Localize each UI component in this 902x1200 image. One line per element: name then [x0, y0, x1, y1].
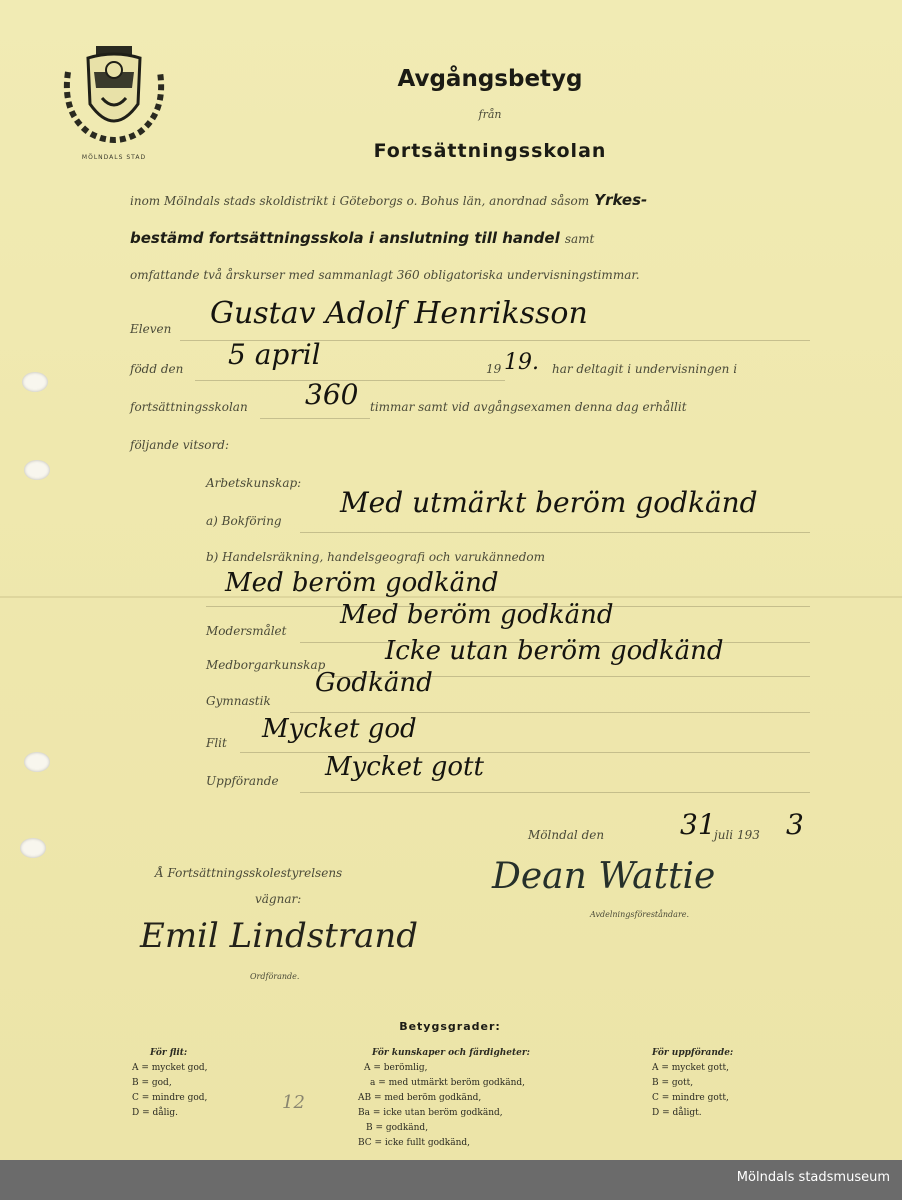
- grade-value: Icke utan beröm godkänd: [385, 636, 724, 666]
- date-day: 31: [680, 808, 716, 841]
- scale-item: D = dåligt.: [652, 1108, 702, 1118]
- hours-value: 360: [305, 378, 359, 411]
- grade-value: Med utmärkt beröm godkänd: [340, 486, 758, 519]
- student-name: Gustav Adolf Henriksson: [210, 296, 588, 331]
- right-signature: Dean Wattie: [492, 856, 716, 897]
- following-text: följande vitsord:: [130, 438, 229, 452]
- student-label: Eleven: [130, 322, 172, 336]
- scale-item: a = med utmärkt beröm godkänd,: [370, 1078, 526, 1088]
- birth-date: 5 april: [228, 338, 321, 371]
- subject-label: Gymnastik: [206, 694, 271, 708]
- birth-year: 19.: [504, 350, 539, 375]
- grade-value: Med beröm godkänd: [340, 600, 614, 630]
- punch-hole: [24, 752, 50, 772]
- grade-value: Mycket gott: [325, 752, 484, 782]
- scale-item: B = godkänd,: [366, 1123, 429, 1133]
- title-from: från: [478, 108, 502, 121]
- left-signature: Emil Lindstrand: [140, 916, 419, 956]
- school-label: fortsättningsskolan: [130, 400, 248, 414]
- intro-emphasis: bestämd fortsättningsskola i anslutning till handel: [130, 229, 560, 247]
- intro-text: samt: [564, 232, 595, 246]
- year-prefix: 19: [486, 362, 502, 376]
- emblem-caption: MÖLNDALS STAD: [81, 154, 147, 161]
- left-signature-role: Ordförande.: [250, 972, 300, 981]
- subject-label: Uppförande: [206, 774, 279, 788]
- scale-column-knowledge: [358, 1046, 530, 1151]
- scale-item: D = dålig.: [132, 1108, 178, 1118]
- intro-emphasis: Yrkes-: [594, 191, 648, 209]
- subject-label: a) Bokföring: [206, 514, 282, 528]
- hours-text: timmar samt vid avgångsexamen denna dag erhållit: [370, 400, 687, 414]
- subject-label: Modersmålet: [206, 624, 287, 638]
- museum-credit-bar: [0, 1160, 902, 1200]
- scale-item: C = mindre god,: [132, 1093, 208, 1103]
- museum-credit: Mölndals stadsmuseum: [736, 1170, 890, 1185]
- punch-hole: [22, 372, 48, 392]
- scale-item: B = god,: [132, 1078, 172, 1088]
- school-name: Fortsättningsskolan: [373, 140, 607, 162]
- date-month-year: juli 193: [714, 828, 760, 842]
- intro-line-2: [130, 228, 820, 247]
- subject-label: Flit: [206, 736, 227, 750]
- scale-item: C = mindre gott,: [652, 1093, 729, 1103]
- intro-line-3: omfattande två årskurser med sammanlagt 360 obligatoriska undervisningstimmar.: [130, 268, 640, 282]
- scale-item: A = mycket god,: [132, 1063, 208, 1073]
- scale-item: BC = icke fullt godkänd,: [358, 1138, 471, 1148]
- date-year-digit: 3: [786, 808, 804, 841]
- grade-value: Med beröm godkänd: [225, 568, 499, 598]
- subject-label: Medborgarkunskap: [206, 658, 326, 672]
- grade-value: Godkänd: [315, 668, 433, 698]
- scale-column-flit: [132, 1046, 207, 1121]
- participated-text: har deltagit i undervisningen i: [552, 362, 738, 376]
- scale-item: A = mycket gott,: [652, 1063, 729, 1073]
- grading-scale-title: Betygsgrader:: [399, 1020, 501, 1033]
- intro-text: inom Mölndals stads skoldistrikt i Göteborgs o. Bohus län, anordnad såsom: [130, 194, 590, 208]
- subject-heading: Arbetskunskap:: [206, 476, 302, 490]
- grade-value: Mycket god: [262, 714, 417, 744]
- board-line-1: Å Fortsättningsskolestyrelsens: [155, 866, 343, 880]
- scale-item: A = berömlig,: [364, 1063, 428, 1073]
- scale-heading: För flit:: [150, 1048, 188, 1058]
- subject-label: b) Handelsräkning, handelsgeografi och varukännedom: [206, 550, 546, 564]
- scale-heading: För kunskaper och färdigheter:: [372, 1048, 530, 1058]
- page-title: Avgångsbetyg: [397, 66, 583, 92]
- intro-line-1: [130, 190, 820, 209]
- punch-hole: [20, 838, 46, 858]
- punch-hole: [24, 460, 50, 480]
- city-emblem: [58, 42, 170, 160]
- coat-of-arms-icon: [58, 42, 170, 152]
- board-line-2: vägnar:: [255, 892, 302, 906]
- scale-item: Ba = icke utan beröm godkänd,: [358, 1108, 503, 1118]
- pencil-note: 12: [282, 1092, 305, 1113]
- scale-item: AB = med beröm godkänd,: [358, 1093, 482, 1103]
- scale-column-conduct: [652, 1046, 733, 1121]
- scale-item: B = gott,: [652, 1078, 694, 1088]
- date-place: Mölndal den: [528, 828, 605, 842]
- right-signature-role: Avdelningsföreståndare.: [590, 910, 690, 919]
- born-label: född den: [130, 362, 184, 376]
- scale-heading: För uppförande:: [652, 1048, 734, 1058]
